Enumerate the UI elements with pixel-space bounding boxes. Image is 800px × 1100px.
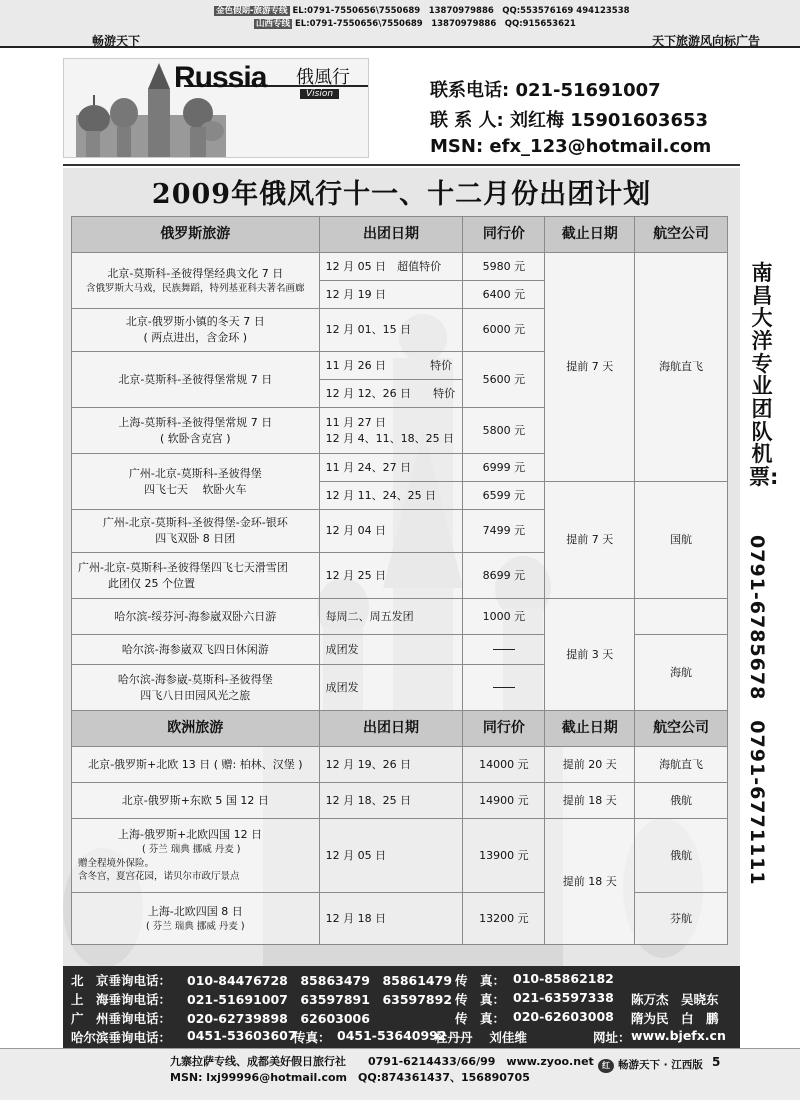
- deadline-cell: 提前 3 天: [545, 599, 635, 711]
- route-cell: [72, 893, 320, 945]
- date-cell: 12 月 05 日: [319, 819, 463, 893]
- route-name: 广州-北京-莫斯科-圣彼得堡: [128, 466, 262, 480]
- contact-people: 隋为民 白 鹏: [631, 1011, 719, 1026]
- route-name: 上海-莫斯科-圣彼得堡常规 7 日: [118, 415, 273, 429]
- date-cell: 12 月 12、26 日 特价: [319, 380, 463, 408]
- route-cell: [72, 309, 320, 352]
- contact-phones: 0451-53603607: [187, 1028, 297, 1043]
- deadline-cell: 提前 7 天: [545, 482, 635, 599]
- europe-header-row: [72, 711, 728, 747]
- route-cell: 北京-俄罗斯+北欧 13 日 ( 赠: 柏林、汉堡 ): [72, 747, 320, 783]
- page-number: 5: [712, 1055, 721, 1069]
- page-title: 2009年俄风行十一、十二月份出团计划: [151, 179, 652, 210]
- route-cell: 北京-俄罗斯+东欧 5 国 12 日: [72, 783, 320, 819]
- tour-schedule-panel: [63, 168, 740, 966]
- price-cell: 6400 元: [463, 281, 545, 309]
- contact-people: 杜丹丹 刘佳维: [435, 1030, 527, 1045]
- price-cell: 13200 元: [463, 893, 545, 945]
- price-cell: [463, 665, 545, 711]
- route-cell: 哈尔滨-海参崴双飞四日休闲游: [72, 635, 320, 665]
- price-cell: 6000 元: [463, 309, 545, 352]
- date-cell: 成团发: [319, 665, 463, 711]
- airline-cell: 俄航: [635, 819, 728, 893]
- route-cell: [72, 408, 320, 454]
- table-row: [72, 783, 728, 819]
- price-cell: 6599 元: [463, 482, 545, 510]
- contact-people: 陈万杰 吴晓东: [631, 992, 719, 1007]
- website-link[interactable]: www.bjefx.cn: [631, 1028, 726, 1043]
- logo-tagline: Vision: [300, 89, 339, 99]
- fax-label: 传 真：: [455, 992, 506, 1007]
- date-cell: 11 月 26 日 特价: [319, 352, 463, 380]
- route-note: ( 芬兰 瑞典 挪威 丹麦 ): [142, 843, 241, 855]
- col-header: 截止日期: [545, 711, 635, 747]
- date-cell: 每周二、周五发团: [319, 599, 463, 635]
- dash-icon: [493, 649, 515, 650]
- price-cell: 14900 元: [463, 783, 545, 819]
- header-line-2-label: 山西专线: [256, 19, 291, 29]
- date-cell: 12 月 18 日: [319, 893, 463, 945]
- price-cell: [463, 635, 545, 665]
- office-contacts: [63, 966, 740, 1048]
- date-line: 12 月 4、11、18、25 日: [325, 431, 455, 445]
- contact-label: 上 海垂询电话：: [71, 992, 172, 1007]
- date-cell: 成团发: [319, 635, 463, 665]
- side-ticket-phones: 0791-6785678 0791-6771111: [746, 535, 768, 886]
- airline-cell: 海航: [635, 635, 728, 711]
- price-cell: 5980 元: [463, 253, 545, 281]
- price-cell: 5600 元: [463, 352, 545, 408]
- col-header: 航空公司: [635, 217, 728, 253]
- airline-cell: 海航直飞: [635, 253, 728, 482]
- contact-phones: 010-84476728 85863479 85861479: [187, 973, 453, 988]
- route-cell: [72, 819, 320, 893]
- airline-cell: 国航: [635, 482, 728, 599]
- footer-line-2: MSN: lxj99996@hotmail.com QQ:874361437、156890705: [170, 1071, 530, 1084]
- route-cell: [72, 253, 320, 309]
- header-line-2-text: EL:0791-7550656\7550689 13870979886 QQ:915653621: [294, 19, 576, 29]
- section-title: 畅游天下: [92, 34, 141, 48]
- header-line-2: [254, 17, 576, 29]
- footer-brand: [598, 1057, 703, 1073]
- deadline-cell: 提前 18 天: [545, 783, 635, 819]
- col-header: 航空公司: [635, 711, 728, 747]
- route-note: 赠全程境外保险。: [78, 857, 155, 869]
- col-header: 欧洲旅游: [72, 711, 320, 747]
- contact-msn: MSN: efx_123@hotmail.com: [430, 136, 712, 157]
- header-line-1-label: 金色假期-旅游专线: [216, 6, 288, 16]
- dash-icon: [493, 687, 515, 688]
- col-header: 同行价: [463, 217, 545, 253]
- footer-line-1: 九寨拉萨专线、成都美好假日旅行社 0791-6214433/66/99 www.zyoo.net: [170, 1055, 594, 1068]
- deadline-cell: 提前 18 天: [545, 819, 635, 945]
- brand-name: 畅游天下 · 江西版: [618, 1059, 703, 1071]
- deadline-cell: 提前 7 天: [545, 253, 635, 482]
- route-name: 哈尔滨-海参崴-莫斯科-圣彼得堡: [117, 672, 273, 686]
- col-header: 截止日期: [545, 217, 635, 253]
- airline-cell: 芬航: [635, 893, 728, 945]
- date-cell: 12 月 25 日: [319, 553, 463, 599]
- deadline-cell: 提前 20 天: [545, 747, 635, 783]
- table-row: [72, 747, 728, 783]
- fax-number: 021-63597338: [513, 990, 614, 1005]
- table-row: [72, 253, 728, 281]
- date-cell: 11 月 24、27 日: [319, 454, 463, 482]
- route-cell: 北京-莫斯科-圣彼得堡常规 7 日: [72, 352, 320, 408]
- airline-cell: 海航直飞: [635, 747, 728, 783]
- route-name: 上海-北欧四国 8 日: [147, 904, 243, 918]
- fax-label: 传 真：: [455, 973, 506, 988]
- airline-cell: 俄航: [635, 783, 728, 819]
- route-note: 四飞双卧 8 日团: [155, 532, 236, 545]
- date-cell: 12 月 18、25 日: [319, 783, 463, 819]
- date-cell: [319, 408, 463, 454]
- route-name: 北京-俄罗斯小镇的冬天 7 日: [125, 315, 265, 329]
- route-note: ( 两点进出，含金环 ): [143, 331, 248, 344]
- route-name: 广州-北京-莫斯科-圣彼得堡四飞七天滑雪团: [78, 560, 288, 574]
- page-footer: [0, 1048, 800, 1100]
- price-cell: 5800 元: [463, 408, 545, 454]
- brand-icon: 红: [598, 1059, 614, 1073]
- fax-number: 0451-53640992: [337, 1028, 447, 1043]
- price-cell: 14000 元: [463, 747, 545, 783]
- date-cell: 12 月 05 日 超值特价: [319, 253, 463, 281]
- col-header: 俄罗斯旅游: [72, 217, 320, 253]
- route-note: 含俄罗斯大马戏，民族舞蹈，特列基亚科夫著名画廊: [86, 282, 305, 294]
- date-line: 11 月 27 日: [325, 415, 387, 429]
- route-name: 上海-俄罗斯+北欧四国 12 日: [118, 827, 263, 841]
- route-name: 广州-北京-莫斯科-圣彼得堡-金环-银环: [102, 516, 288, 530]
- route-note: 四飞八日田园风光之旅: [140, 688, 251, 702]
- route-note: 含冬宫，夏宫花园，诺贝尔市政厅景点: [78, 871, 240, 883]
- header-line-1: [214, 4, 630, 16]
- col-header: 同行价: [463, 711, 545, 747]
- date-cell: 12 月 19 日: [319, 281, 463, 309]
- fax-label: 传真：: [293, 1030, 331, 1045]
- side-ticket-title: 南昌大洋专业团队机票:: [749, 261, 779, 490]
- date-cell: 12 月 01、15 日: [319, 309, 463, 352]
- logo-chinese-name: 俄風行: [296, 67, 350, 88]
- russia-vision-logo: [63, 58, 369, 158]
- logo-wordmark: Russia: [174, 61, 267, 94]
- route-cell: [72, 454, 320, 510]
- tour-table: [71, 216, 728, 945]
- contact-label: 北 京垂询电话：: [71, 973, 172, 988]
- route-note: ( 芬兰 瑞典 挪威 丹麦 ): [146, 920, 245, 932]
- date-cell: 12 月 19、26 日: [319, 747, 463, 783]
- contact-person: 联 系 人: 刘红梅 15901603653: [430, 110, 709, 131]
- fax-number: 010-85862182: [513, 971, 614, 986]
- col-header: 出团日期: [319, 217, 463, 253]
- price-cell: 13900 元: [463, 819, 545, 893]
- header-line-1-text: EL:0791-7550656\7550689 13870979886 QQ:553576169 494123538: [292, 6, 630, 16]
- price-cell: 6999 元: [463, 454, 545, 482]
- russia-header-row: [72, 217, 728, 253]
- contact-label: 哈尔滨垂询电话：: [71, 1030, 172, 1045]
- top-header: [0, 0, 800, 48]
- airline-cell: [635, 599, 728, 635]
- route-cell: [72, 510, 320, 553]
- route-note: ( 软卧含克宫 ): [160, 431, 231, 445]
- contact-label: 广 州垂询电话：: [71, 1011, 172, 1026]
- contact-phones: 021-51691007 63597891 63597892: [187, 992, 453, 1007]
- date-cell: 12 月 11、24、25 日: [319, 482, 463, 510]
- route-cell: 哈尔滨-绥芬河-海参崴双卧六日游: [72, 599, 320, 635]
- price-cell: 1000 元: [463, 599, 545, 635]
- date-cell: 12 月 04 日: [319, 510, 463, 553]
- price-cell: 8699 元: [463, 553, 545, 599]
- table-row: [72, 599, 728, 635]
- route-name: 北京-莫斯科-圣彼得堡经典文化 7 日: [107, 266, 284, 280]
- contact-phone: 联系电话: 021-51691007: [430, 80, 661, 101]
- fax-number: 020-62603008: [513, 1009, 614, 1024]
- route-cell: [72, 553, 320, 599]
- route-note: 此团仅 25 个位置: [108, 576, 195, 590]
- section-subtitle: 天下旅游风向标广告: [651, 34, 760, 48]
- website-label: 网址：: [593, 1030, 631, 1045]
- route-cell: [72, 665, 320, 711]
- route-note: 四飞七天 软卧火车: [144, 482, 247, 496]
- fax-label: 传 真：: [455, 1011, 506, 1026]
- col-header: 出团日期: [319, 711, 463, 747]
- table-row: [72, 819, 728, 893]
- price-cell: 7499 元: [463, 510, 545, 553]
- contact-phones: 020-62739898 62603006: [187, 1011, 370, 1026]
- divider: [63, 164, 740, 166]
